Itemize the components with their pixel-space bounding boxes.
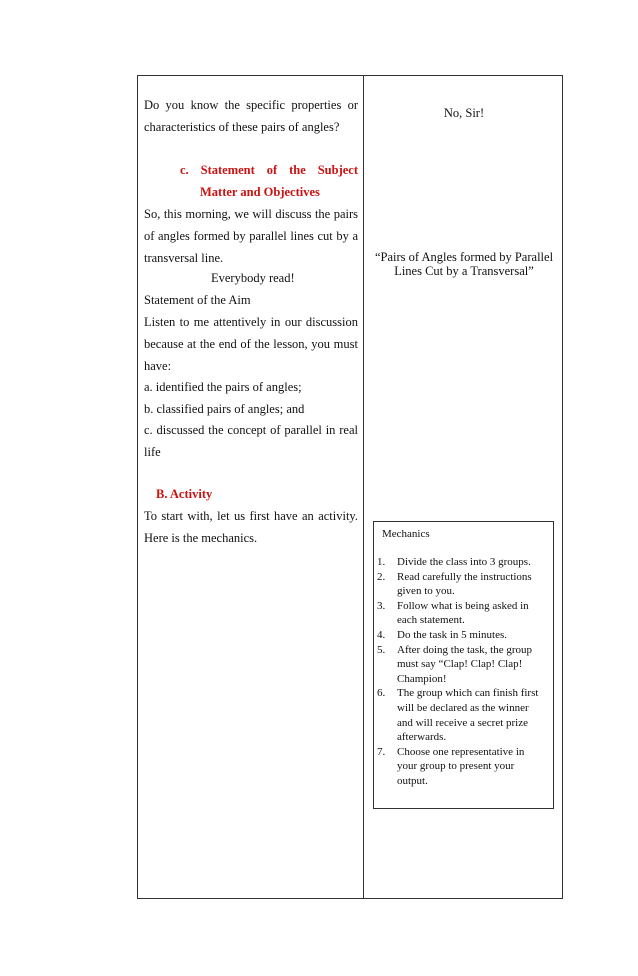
everybody-read: Everybody read! — [211, 271, 295, 285]
aim-title: Statement of the Aim — [144, 293, 251, 307]
mechanics-item-text: Do the task in 5 minutes. — [397, 628, 507, 641]
objective-c-line-1: c. discussed the concept of parallel in real — [144, 423, 358, 437]
mechanics-item-text: your group to present your — [397, 760, 515, 773]
aim-line-2: because at the end of the lesson, you must — [144, 337, 358, 351]
mechanics-item-number: 2. — [377, 570, 386, 583]
mechanics-item — [374, 643, 555, 687]
mechanics-list — [374, 555, 555, 789]
mechanics-item-text: After doing the task, the group — [397, 643, 533, 656]
mechanics-item-text: given to you. — [397, 585, 455, 598]
activity-line-2: Here is the mechanics. — [144, 531, 258, 545]
discussion-line-3: transversal line. — [144, 251, 224, 265]
activity-line-1: To start with, let us first have an activity. — [144, 509, 358, 523]
mechanics-item — [374, 570, 555, 599]
mechanics-item-text: will be declared as the winner — [397, 701, 529, 714]
heading-statement-subject: c. Statement of the Subject — [180, 163, 358, 177]
question-line-1: Do you know the specific properties or — [144, 98, 358, 112]
mechanics-item-number: 1. — [377, 556, 386, 568]
mechanics-item-text: each statement. — [397, 614, 465, 627]
heading-activity: B. Activity — [156, 487, 213, 501]
mechanics-item — [374, 745, 555, 789]
question-line-2: characteristics of these pairs of angles? — [144, 120, 340, 134]
lesson-plan-table — [137, 75, 563, 899]
mechanics-item-text: Champion! — [397, 672, 447, 685]
mechanics-box — [373, 521, 554, 809]
discussion-line-1: So, this morning, we will discuss the pairs — [144, 207, 358, 221]
mechanics-item-text: output. — [397, 774, 428, 787]
mechanics-item — [374, 599, 555, 628]
objective-a: a. identified the pairs of angles; — [144, 380, 302, 394]
mechanics-item-number: 4. — [377, 628, 386, 641]
mechanics-item-text: and will receive a secret prize — [397, 716, 529, 729]
mechanics-item-text: Read carefully the instructions — [397, 570, 532, 583]
discussion-line-2: of angles formed by parallel lines cut by a — [144, 229, 358, 243]
mechanics-item-text: must say “Clap! Clap! Clap! — [397, 658, 523, 671]
mechanics-item — [374, 686, 555, 744]
aim-line-3: have: — [144, 359, 172, 373]
heading-matter-objectives: Matter and Objectives — [200, 185, 320, 199]
student-answer: No, Sir! — [443, 106, 485, 120]
mechanics-item-text: Choose one representative in — [397, 745, 525, 758]
aim-line-1: Listen to me attentively in our discussion — [144, 315, 358, 329]
mechanics-item — [374, 628, 555, 643]
objective-b: b. classified pairs of angles; and — [144, 402, 305, 416]
mechanics-item-number: 7. — [377, 745, 386, 758]
topic-title-line-1: “Pairs of Angles formed by Parallel — [374, 250, 554, 264]
objective-c-line-2: life — [144, 445, 161, 459]
mechanics-item-text: Follow what is being asked in — [397, 599, 529, 612]
mechanics-item-number: 5. — [377, 643, 386, 656]
topic-title-line-2: Lines Cut by a Transversal” — [394, 264, 534, 278]
mechanics-item-text: Divide the class into 3 groups. — [397, 556, 531, 568]
mechanics-item-text: afterwards. — [397, 731, 447, 744]
mechanics-item-text: The group which can finish first — [397, 687, 539, 700]
mechanics-item-number: 6. — [377, 687, 386, 700]
mechanics-item-number: 3. — [377, 599, 386, 612]
mechanics-item — [374, 555, 555, 570]
mechanics-title: Mechanics — [382, 528, 430, 540]
